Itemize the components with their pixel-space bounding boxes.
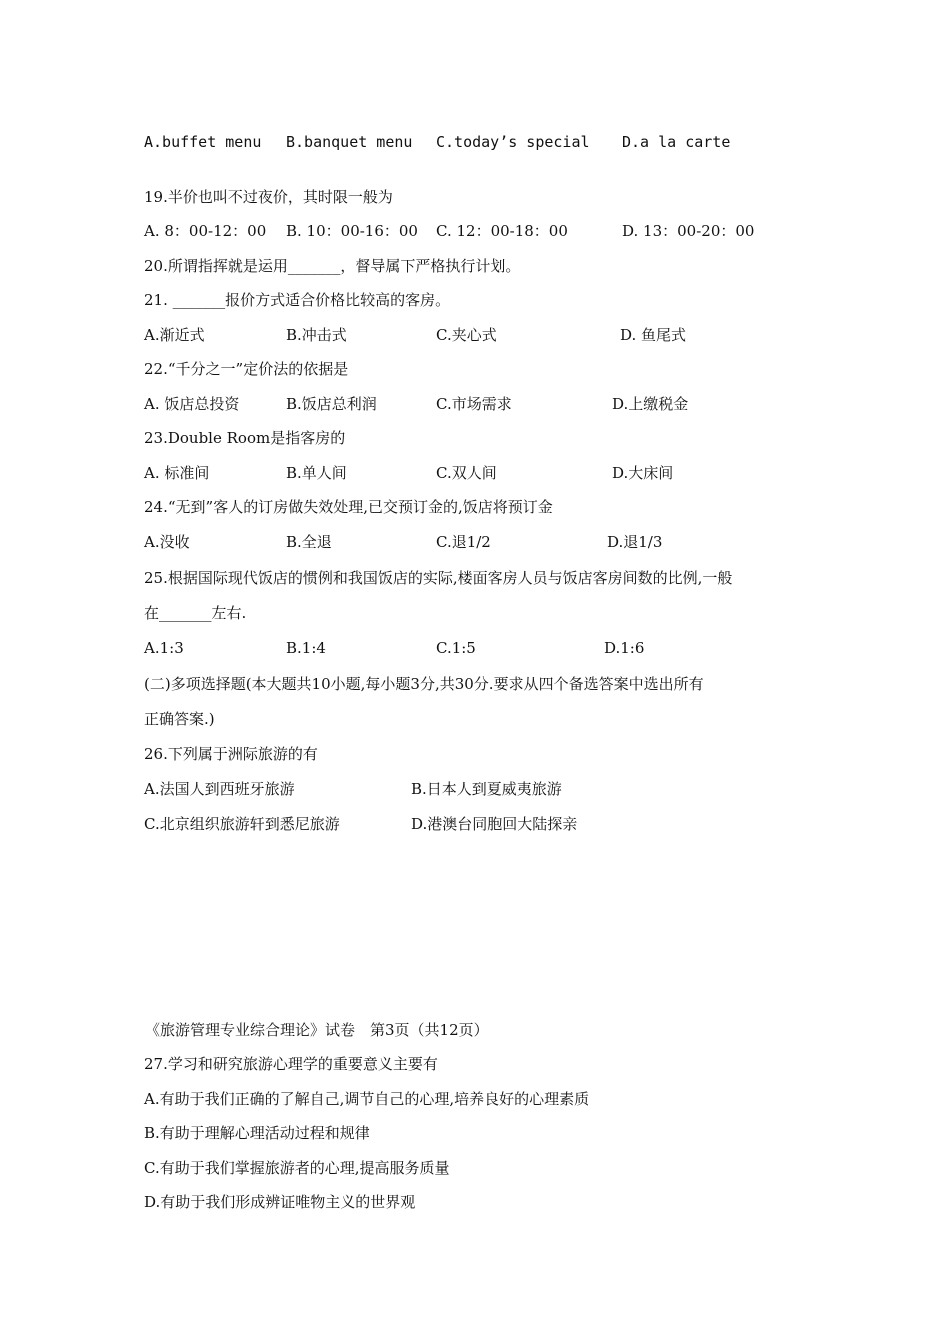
q18-option-b: B.banquet menu <box>286 133 413 151</box>
q26-stem: 26.下列属于洲际旅游的有 <box>144 745 318 763</box>
q19-option-c: C. 12：00-18：00 <box>436 222 568 240</box>
q25-option-b: B.1:4 <box>286 639 326 657</box>
q23-option-d: D.大床间 <box>612 464 674 482</box>
q25-option-a: A.1:3 <box>144 639 184 657</box>
q25-option-c: C.1:5 <box>436 639 476 657</box>
q26-option-a: A.法国人到西班牙旅游 <box>144 780 295 798</box>
q18-option-d: D.a la carte <box>622 133 731 151</box>
q26-option-d: D.港澳台同胞回大陆探亲 <box>411 815 578 833</box>
q20-stem: 20.所谓指挥就是运用_______，督导属下严格执行计划。 <box>144 257 521 275</box>
q26-option-b: B.日本人到夏威夷旅游 <box>411 780 562 798</box>
q19-option-d: D. 13：00-20：00 <box>622 222 755 240</box>
q27-stem: 27.学习和研究旅游心理学的重要意义主要有 <box>144 1055 438 1073</box>
q25-stem-line2: 在_______左右. <box>144 604 247 622</box>
q25-option-d: D.1:6 <box>604 639 645 657</box>
q19-option-b: B. 10：00-16：00 <box>286 222 418 240</box>
q24-option-c: C.退1/2 <box>436 533 491 551</box>
q24-option-d: D.退1/3 <box>607 533 663 551</box>
q22-option-c: C.市场需求 <box>436 395 512 413</box>
q18-option-c: C.today’s special <box>436 133 590 151</box>
q22-stem: 22.“千分之一”定价法的依据是 <box>144 360 349 378</box>
q18-option-a: A.buffet menu <box>144 133 262 151</box>
q22-option-d: D.上缴税金 <box>612 395 689 413</box>
section2-heading-line2: 正确答案.) <box>144 710 215 728</box>
q27-option-a: A.有助于我们正确的了解自己,调节自己的心理,培养良好的心理素质 <box>144 1090 590 1108</box>
q27-option-d: D.有助于我们形成辨证唯物主义的世界观 <box>144 1193 416 1211</box>
q21-option-a: A.渐近式 <box>144 326 205 344</box>
q21-option-d: D. 鱼尾式 <box>620 326 687 344</box>
q22-option-b: B.饭店总利润 <box>286 395 377 413</box>
q24-stem: 24.“无到”客人的订房做失效处理,已交预订金的,饭店将预订金 <box>144 498 553 516</box>
q27-option-b: B.有助于理解心理活动过程和规律 <box>144 1124 370 1142</box>
q27-option-c: C.有助于我们掌握旅游者的心理,提高服务质量 <box>144 1159 450 1177</box>
q26-option-c: C.北京组织旅游轩到悉尼旅游 <box>144 815 340 833</box>
q23-option-c: C.双人间 <box>436 464 497 482</box>
q24-option-a: A.没收 <box>144 533 190 551</box>
q23-stem: 23.Double Room是指客房的 <box>144 429 346 447</box>
q22-option-a: A. 饭店总投资 <box>144 395 240 413</box>
q21-option-b: B.冲击式 <box>286 326 347 344</box>
q19-option-a: A. 8：00-12：00 <box>144 222 267 240</box>
section2-heading-line1: (二)多项选择题(本大题共10小题,每小题3分,共30分.要求从四个备选答案中选出所有 <box>144 675 704 693</box>
q23-option-a: A. 标准间 <box>144 464 210 482</box>
q24-option-b: B.全退 <box>286 533 332 551</box>
q23-option-b: B.单人间 <box>286 464 347 482</box>
q25-stem-line1: 25.根据国际现代饭店的惯例和我国饭店的实际,楼面客房人员与饭店客房间数的比例,一般 <box>144 569 733 587</box>
q21-option-c: C.夹心式 <box>436 326 497 344</box>
q21-stem: 21. _______报价方式适合价格比较高的客房。 <box>144 291 451 309</box>
page-footer: 《旅游管理专业综合理论》试卷 第3页（共12页） <box>145 1021 489 1039</box>
q19-stem: 19.半价也叫不过夜价，其时限一般为 <box>144 188 393 206</box>
